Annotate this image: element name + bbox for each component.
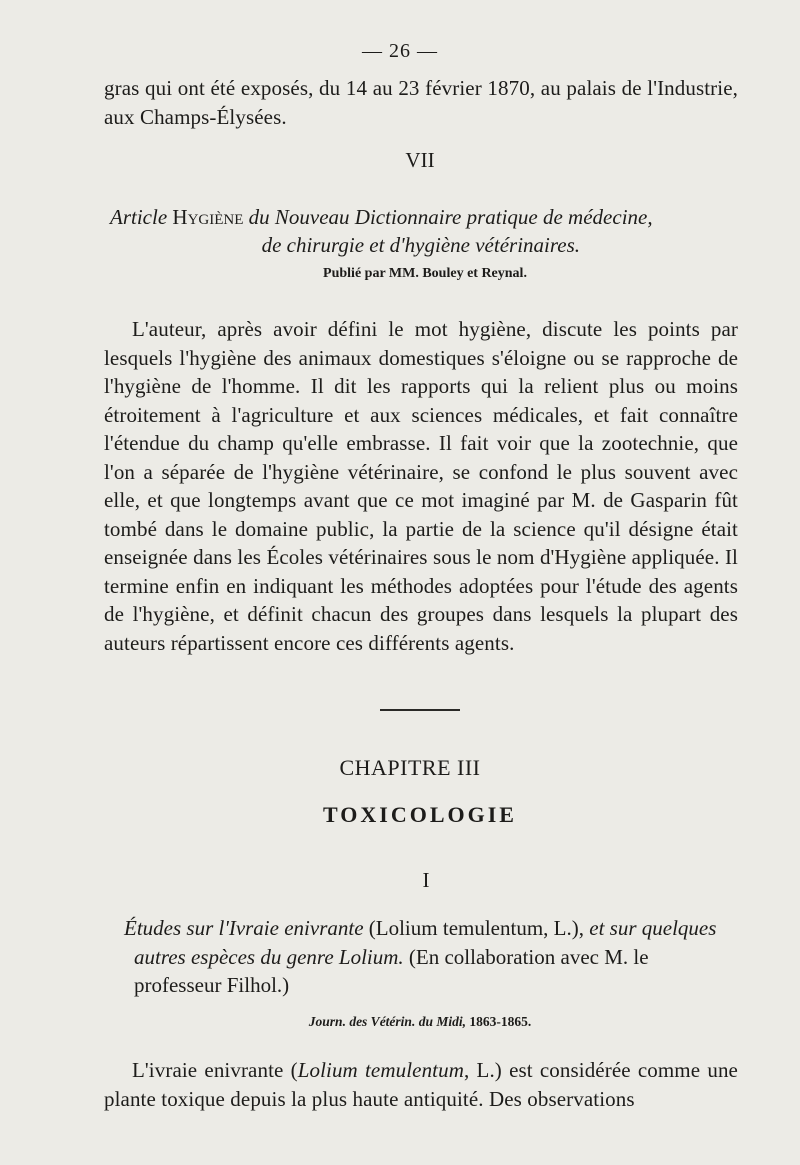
study-title-italic-1: Études sur l'Ivraie enivrante — [124, 916, 364, 940]
article-title — [110, 203, 730, 259]
journal-name: Journ. des Vétérin. du Midi, — [308, 1014, 466, 1029]
study-title-italic-2: et sur quelques autres espèces du genre Lolium. — [134, 916, 717, 969]
opening-text: gras qui ont été exposés, du 14 au 23 février 1870, au palais de l'Industrie, aux Champs-Élysées. — [104, 76, 738, 129]
article-title-prefix: Article — [110, 205, 168, 229]
study-paragraph — [104, 1056, 738, 1113]
article-title-line2: de chirurgie et d'hygiène vétérinaires. — [261, 233, 580, 257]
chapter-heading: CHAPITRE III — [339, 755, 481, 780]
chapter-subject: TOXICOLOGIE — [323, 802, 517, 827]
article-byline: Publié par MM. Bouley et Reynal. — [323, 266, 527, 281]
section-divider — [380, 709, 460, 711]
journal-reference — [0, 1014, 800, 1030]
study-title-roman-1: (Lolium temulentum, L.), — [363, 916, 590, 940]
study-paragraph-start: L'ivraie enivrante ( — [132, 1058, 298, 1082]
journal-years: 1863-1865. — [465, 1014, 532, 1029]
study-title-roman-2: (En collaboration avec M. le professeur Filhol.) — [134, 944, 649, 997]
study-paragraph-end: , L.) est considérée comme une plante toxique depuis la plus haute antiquité. Des observations — [104, 1058, 738, 1111]
page-number: — 26 — — [362, 40, 438, 62]
study-paragraph-italic: Lolium temulentum — [297, 1058, 464, 1082]
article-title-line1: du Nouveau Dictionnaire pratique de médecine, — [248, 205, 653, 229]
article-paragraph: L'auteur, après avoir défini le mot hygiène, discute les points par lesquels l'hygiène des animaux domestiques s'éloigne ou se rapproche de l'hygiène de l'homme. Il dit les rapports qui la relient plus ou moins étroitement à l'agriculture et aux sciences médicales, et fait connaître l'étendue du champ qu'elle embrasse. Il fait voir que la zootechnie, que l'on a séparée de l'hygiène vétérinaire, se confond le plus souvent avec elle, et que longtemps avant que ce mot imaginé par M. de Gasparin fût tombé dans le domaine public, la partie de la science qu'il désigne était enseignée dans les Écoles vétérinaires sous le nom d'Hygiène appliquée. Il termine enfin en indiquant les méthodes adoptées pour l'étude des agents de l'hygiène, et définit chacun des groupes dans lesquels la plupart des auteurs répartissent encore ces différents agents. — [104, 317, 738, 655]
study-title — [104, 914, 738, 1000]
part-number: I — [422, 868, 430, 892]
section-number: VII — [405, 148, 435, 172]
article-title-smallcaps: Hygiène — [172, 205, 244, 229]
